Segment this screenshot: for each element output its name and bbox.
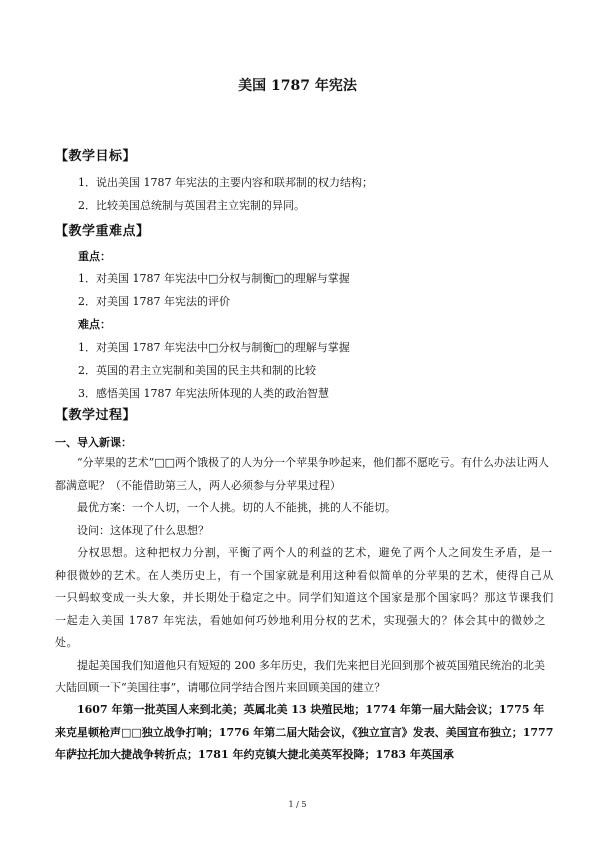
goal-item-2: 2．比较美国总统制与英国君主立宪制的异同。: [78, 199, 305, 212]
document-title: 美国 1787 年宪法: [238, 78, 357, 94]
focus-label: 重点：: [78, 250, 111, 263]
paragraph-best-plan: 最优方案：一个人切，一个人挑。切的人不能挑，挑的人不能切。: [77, 501, 396, 514]
difficulty-item-1: 1．对美国 1787 年宪法中□分权与制衡□的理解与掌握: [78, 341, 350, 354]
timeline-text: 1607 年第一批英国人来到北美；英属北美 13 块殖民地；1774 年第一届大陆会议；1775 年来克星顿枪声□□独立战争打响；1776 年第二届大陆会议，《独立宣言》发表、美国宣布独立；1777 年萨拉托加大捷战争转折点；1781 年约克镇大捷北美英军投降；1783 年英国承: [55, 703, 554, 761]
paragraph-separation-of-powers: 分权思想。这种把权力分割，平衡了两个人的利益的艺术，避免了两个人之间发生矛盾，是一种很微妙的艺术。在人类历史上，有一个国家就是利用这种看似简单的分苹果的艺术，使得自己从一只蚂蚁变成一头大象，并长期处于稳定之中。同学们知道这个国家是那个国家吗？那这节课我们一起走入美国 1787 年宪法，看她如何巧妙地利用分权的艺术，实现强大的？体会其中的微妙之处。: [55, 546, 554, 649]
difficulty-item-2: 2．英国的君主立宪制和美国的民主共和制的比较: [78, 364, 316, 377]
section-heading-process: 【教学过程】: [55, 408, 137, 423]
paragraph-apple-art: “分苹果的艺术”□□两个饿极了的人为分一个苹果争吵起来，他们都不愿吃亏。有什么办法让两人都满意呢？（不能借助第三人，两人必须参与分苹果过程）: [55, 456, 550, 492]
page-number: 1 / 5: [288, 800, 307, 809]
sub-heading-intro: 一、导入新课：: [55, 436, 132, 449]
focus-item-2: 2．对美国 1787 年宪法的评价: [78, 295, 230, 308]
section-heading-goals: 【教学目标】: [55, 149, 137, 164]
process-body: [55, 452, 555, 700]
paragraph-question: 设问：这体现了什么思想？: [77, 523, 209, 537]
goal-item-1: 1．说出美国 1787 年宪法的主要内容和联邦制的权力结构；: [78, 176, 373, 189]
difficulty-item-3: 3．感悟美国 1787 年宪法所体现的人类的政治智慧: [78, 387, 329, 400]
difficulty-label: 难点：: [78, 318, 111, 331]
timeline-paragraph: [55, 699, 555, 767]
section-heading-keypoints: 【教学重难点】: [55, 224, 150, 239]
focus-item-1: 1．对美国 1787 年宪法中□分权与制衡□的理解与掌握: [78, 272, 350, 285]
paragraph-america-history: 提起美国我们知道他只有短短的 200 多年历史，我们先来把目光回到那个被英国殖民统治的北美大陆回顾一下“美国往事”，请哪位同学结合图片来回顾美国的建立？: [55, 658, 545, 694]
